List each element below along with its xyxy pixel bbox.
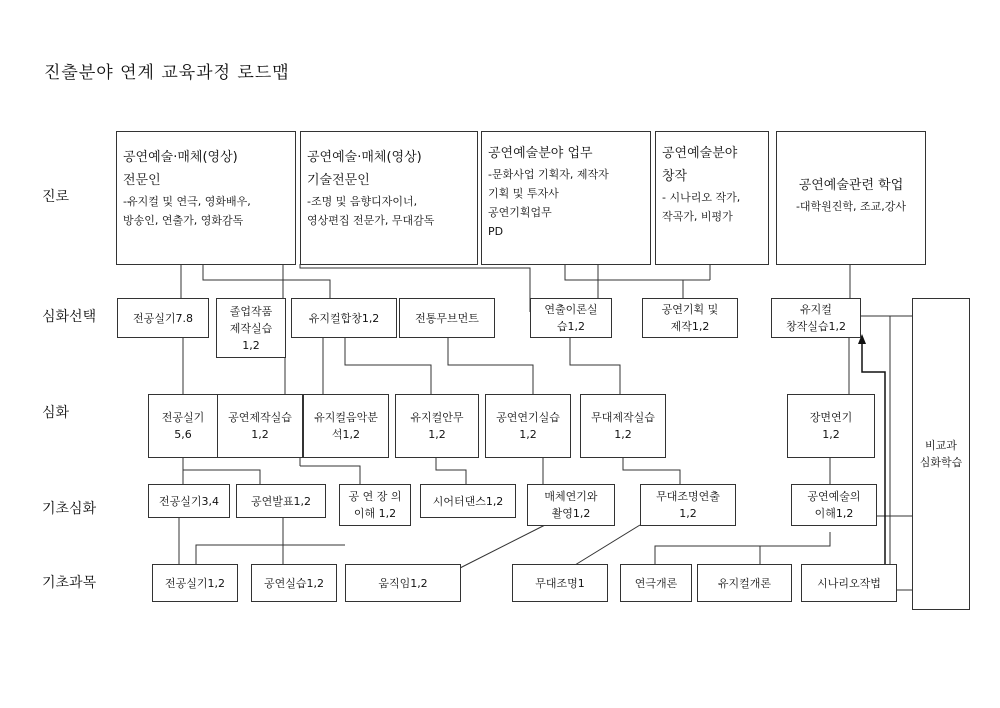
row-label-career: 진로 <box>42 189 70 205</box>
course-box: 움직임1,2 <box>345 564 461 602</box>
course-box: 매체연기와 촬영1,2 <box>527 484 615 526</box>
course-box: 전공실기3,4 <box>148 484 230 518</box>
course-box: 전공실기 5,6 <box>148 394 218 458</box>
course-box: 유지컬개론 <box>697 564 792 602</box>
career-box-technical <box>300 131 478 265</box>
course-box: 공연연기실습 1,2 <box>485 394 571 458</box>
row-label-advanced: 심화 <box>42 405 70 421</box>
course-box: 공 연 장 의 이해 1,2 <box>339 484 411 526</box>
course-box: 공연기획 및 제작1,2 <box>642 298 738 338</box>
course-box: 공연예술의 이해1,2 <box>791 484 877 526</box>
course-box: 공연발표1,2 <box>236 484 326 518</box>
career-box-academic <box>776 131 926 265</box>
row-label-basic-advanced: 기초심화 <box>42 501 97 517</box>
career-desc: - 시나리오 작가, 작곡가, 비평가 <box>662 191 741 223</box>
course-box: 유지컬 창작실습1,2 <box>771 298 861 338</box>
course-box: 유지컬음악분 석1,2 <box>303 394 389 458</box>
course-box: 전공실기7.8 <box>117 298 209 338</box>
row-label-advanced-elective: 심화선택 <box>42 309 97 325</box>
course-box: 전공실기1,2 <box>152 564 238 602</box>
course-box: 무대제작실습 1,2 <box>580 394 666 458</box>
career-box-creation <box>655 131 769 265</box>
course-box: 무대조명연출 1,2 <box>640 484 736 526</box>
career-title: 공연예술·매체(영상) 전문인 <box>123 150 238 188</box>
career-title: 공연예술분야 창작 <box>662 146 738 184</box>
career-desc: -대학원진학, 조교,강사 <box>795 200 907 213</box>
course-box: 공연실습1,2 <box>251 564 337 602</box>
course-box: 졸업작품 제작실습 1,2 <box>216 298 286 358</box>
course-box: 시나리오작법 <box>801 564 897 602</box>
course-box: 시어터댄스1,2 <box>420 484 516 518</box>
course-box: 연극개론 <box>620 564 692 602</box>
course-box: 유지컬안무 1,2 <box>395 394 479 458</box>
course-box: 장면연기 1,2 <box>787 394 875 458</box>
course-box: 전통무브먼트 <box>399 298 495 338</box>
career-title: 공연예술관련 학업 <box>798 178 904 193</box>
page-title: 진출분야 연계 교육과정 로드맵 <box>44 63 290 83</box>
career-desc: -유지컬 및 연극, 영화배우, 방송인, 연출가, 영화감독 <box>123 195 251 227</box>
extracurricular-box: 비교과 심화학습 <box>912 298 970 610</box>
row-label-basic: 기초과목 <box>42 575 97 591</box>
course-box: 공연제작실습 1,2 <box>217 394 303 458</box>
career-title: 공연예술분야 업무 <box>488 146 593 161</box>
career-desc: -문화사업 기획자, 제작자 기획 및 투자사 공연기획업무 PD <box>488 168 609 238</box>
course-box: 연출이론실 습1,2 <box>530 298 612 338</box>
career-box-business <box>481 131 651 265</box>
career-title: 공연예술·매체(영상) 기술전문인 <box>307 150 422 188</box>
course-box: 무대조명1 <box>512 564 608 602</box>
career-desc: -조명 및 음향디자이너, 영상편집 전문가, 무대감독 <box>307 195 435 227</box>
career-box-performing-media <box>116 131 296 265</box>
course-box: 유지컬합창1,2 <box>291 298 397 338</box>
